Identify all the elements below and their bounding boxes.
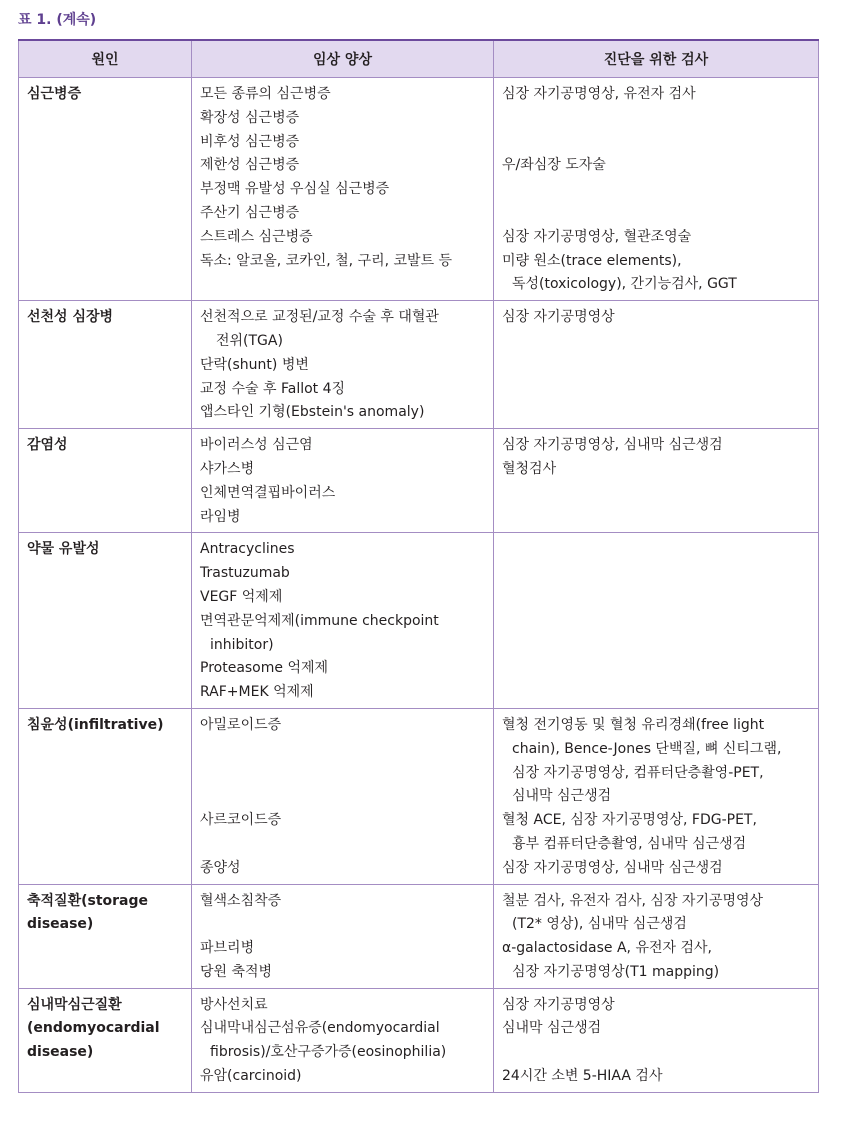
cause-text: disease) — [27, 916, 94, 933]
test-line: 심장 자기공명영상 — [502, 309, 615, 326]
table-row — [19, 78, 819, 301]
clinical-line: 사르코이드증 — [200, 812, 282, 829]
clinical-line: Proteasome 억제제 — [200, 660, 329, 677]
clinical-cell — [192, 708, 494, 884]
test-line: 심장 자기공명영상, 심내막 심근생검 — [502, 437, 723, 454]
cause-text: 침윤성(infiltrative) — [27, 716, 164, 733]
test-line: α-galactosidase A, 유전자 검사, — [502, 940, 712, 957]
tests-cell — [494, 884, 819, 988]
test-line: 심장 자기공명영상, 혈관조영술 — [502, 228, 692, 245]
tests-cell — [494, 429, 819, 533]
clinical-line: 인체면역결핍바이러스 — [200, 484, 336, 501]
test-line: 혈청 ACE, 심장 자기공명영상, FDG-PET, — [502, 812, 757, 829]
test-line: 우/좌심장 도자술 — [502, 157, 606, 174]
cause-cell — [19, 988, 192, 1092]
clinical-line: Trastuzumab — [200, 565, 290, 582]
header-clinical: 임상 양상 — [192, 40, 494, 78]
cause-cell — [19, 429, 192, 533]
cause-text: 선천성 심장병 — [27, 309, 114, 326]
table-row — [19, 884, 819, 988]
tests-cell — [494, 988, 819, 1092]
clinical-line: 종양성 — [200, 859, 241, 876]
tests-cell — [494, 533, 819, 709]
test-line: 심내막 심근생검 — [502, 1020, 602, 1037]
clinical-line: 전위(TGA) — [216, 332, 283, 349]
cause-cell — [19, 533, 192, 709]
clinical-cell — [192, 301, 494, 429]
clinical-cell — [192, 78, 494, 301]
tests-cell — [494, 708, 819, 884]
table-row — [19, 708, 819, 884]
clinical-line: VEGF 억제제 — [200, 588, 283, 605]
clinical-line: 모든 종류의 심근병증 — [200, 86, 331, 102]
clinical-cell — [192, 533, 494, 709]
clinical-line: 파브리병 — [200, 940, 255, 957]
tests-cell — [494, 301, 819, 429]
table-row — [19, 429, 819, 533]
cause-text: 감염성 — [27, 437, 68, 454]
table-row — [19, 533, 819, 709]
test-line: 심장 자기공명영상, 컴퓨터단층촬영-PET, — [512, 764, 764, 781]
table-row — [19, 988, 819, 1092]
test-line: 독성(toxicology), 간기능검사, GGT — [512, 276, 737, 293]
clinical-cell — [192, 988, 494, 1092]
cause-text: 심내막심근질환 — [27, 996, 122, 1013]
test-line: chain), Bence-Jones 단백질, 뼈 신티그램, — [512, 740, 782, 757]
clinical-line: Antracyclines — [200, 541, 295, 558]
clinical-line: 면역관문억제제(immune checkpoint — [200, 612, 439, 629]
table-row — [19, 301, 819, 429]
clinical-line: 혈색소침착증 — [200, 892, 282, 909]
cause-cell — [19, 884, 192, 988]
test-line: 심장 자기공명영상 — [502, 996, 615, 1013]
clinical-line: 선천적으로 교정된/교정 수술 후 대혈관 — [200, 309, 439, 326]
clinical-line: 앱스타인 기형(Ebstein's anomaly) — [200, 404, 425, 421]
test-line: 혈청검사 — [502, 460, 557, 477]
cause-text: (endomyocardial — [27, 1020, 160, 1037]
clinical-line: 부정맥 유발성 우심실 심근병증 — [200, 181, 390, 198]
cause-text: 심근병증 — [27, 86, 82, 102]
clinical-line: 교정 수술 후 Fallot 4징 — [200, 380, 346, 397]
clinical-line: 바이러스성 심근염 — [200, 437, 313, 454]
cause-text: 축적질환(storage — [27, 892, 149, 909]
cause-text: disease) — [27, 1044, 94, 1061]
test-line: 심장 자기공명영상, 심내막 심근생검 — [502, 859, 723, 876]
clinical-line: 방사선치료 — [200, 996, 268, 1013]
cause-cell — [19, 301, 192, 429]
cause-cell — [19, 708, 192, 884]
clinical-line: 독소: 알코올, 코카인, 철, 구리, 코발트 등 — [200, 252, 453, 269]
clinical-line: 유암(carcinoid) — [200, 1068, 302, 1085]
header-tests: 진단을 위한 검사 — [494, 40, 819, 78]
test-line: 철분 검사, 유전자 검사, 심장 자기공명영상 — [502, 892, 764, 909]
clinical-line: 당원 축적병 — [200, 963, 273, 980]
diagnosis-table — [18, 39, 819, 1093]
clinical-line: 라임병 — [200, 508, 241, 525]
clinical-line: RAF+MEK 억제제 — [200, 684, 314, 701]
test-line: 심내막 심근생검 — [512, 788, 612, 805]
clinical-line: 비후성 심근병증 — [200, 133, 300, 150]
test-line: 심장 자기공명영상(T1 mapping) — [512, 963, 720, 980]
header-cause: 원인 — [19, 40, 192, 78]
test-line: 미량 원소(trace elements), — [502, 252, 682, 269]
clinical-line: fibrosis)/호산구증가증(eosinophilia) — [210, 1044, 447, 1061]
clinical-line: 심내막내심근섬유증(endomyocardial — [200, 1020, 440, 1037]
clinical-line: 단락(shunt) 병변 — [200, 356, 309, 373]
clinical-line: 주산기 심근병증 — [200, 204, 300, 221]
cause-text: 약물 유발성 — [27, 541, 100, 558]
tests-cell — [494, 78, 819, 301]
clinical-line: 샤가스병 — [200, 460, 255, 477]
clinical-line: 아밀로이드증 — [200, 716, 282, 733]
test-line: 심장 자기공명영상, 유전자 검사 — [502, 86, 696, 102]
clinical-cell — [192, 429, 494, 533]
clinical-line: 제한성 심근병증 — [200, 157, 300, 174]
table-caption: 표 1. (계속) — [18, 12, 97, 28]
test-line: 혈청 전기영동 및 혈청 유리경쇄(free light — [502, 716, 765, 733]
test-line: 24시간 소변 5-HIAA 검사 — [502, 1068, 663, 1085]
test-line: 흉부 컴퓨터단층촬영, 심내막 심근생검 — [512, 835, 747, 852]
test-line: (T2* 영상), 심내막 심근생검 — [512, 916, 687, 933]
cause-cell — [19, 78, 192, 301]
clinical-line: 스트레스 심근병증 — [200, 228, 313, 245]
header-row — [19, 40, 819, 78]
clinical-cell — [192, 884, 494, 988]
clinical-line: 확장성 심근병증 — [200, 109, 300, 126]
clinical-line: inhibitor) — [210, 636, 274, 653]
